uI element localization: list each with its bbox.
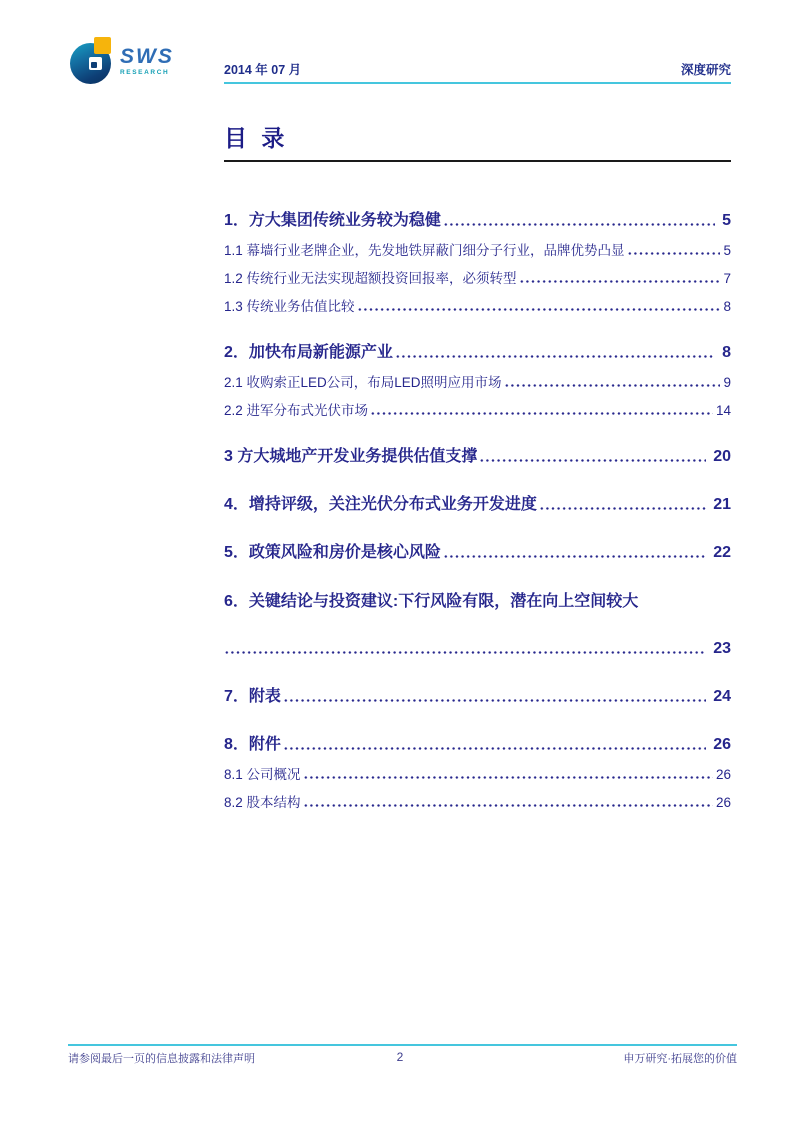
toc-entry[interactable] [224, 762, 731, 790]
toc-entry-page: 14 [715, 403, 731, 418]
dot-leader [303, 766, 713, 784]
toc-entry-label: 1.3 传统业务估值比较 [224, 299, 355, 314]
toc-entry-page: 22 [713, 544, 731, 561]
sws-logo [68, 36, 174, 86]
toc-entry-label: 6．关键结论与投资建议:下行风险有限，潜在向上空间较大 [224, 593, 639, 610]
dot-leader [443, 542, 706, 563]
toc-entry[interactable] [224, 522, 731, 570]
toc-entry[interactable] [224, 190, 731, 238]
table-of-contents [224, 120, 731, 818]
toc-list [224, 190, 731, 818]
toc-entry-page: 21 [713, 496, 731, 513]
logo-research-text: RESEARCH [120, 69, 170, 76]
toc-entry-page: 9 [723, 375, 731, 390]
footer-slogan: 申万研究·拓展您的价值 [623, 1053, 737, 1065]
toc-entry[interactable] [224, 570, 731, 666]
toc-entry[interactable] [224, 322, 731, 370]
logo-notch-icon [89, 57, 102, 70]
toc-entry-page: 20 [713, 448, 731, 465]
dot-leader [519, 270, 721, 288]
logo-brand-text: SWS [120, 45, 174, 68]
toc-entry-label: 5．政策风险和房价是核心风险 [224, 544, 441, 561]
logo-text [120, 46, 174, 76]
dot-leader [627, 242, 721, 260]
sws-logo-icon [68, 36, 114, 86]
dot-leader [283, 686, 706, 707]
toc-entry-label: 8.2 股本结构 [224, 795, 301, 810]
toc-title: 目 录 [224, 120, 731, 162]
toc-entry-label: 2．加快布局新能源产业 [224, 344, 393, 361]
toc-entry-label: 8.1 公司概况 [224, 767, 301, 782]
dot-leader [283, 734, 706, 755]
toc-entry[interactable] [224, 426, 731, 474]
footer-page-number: 2 [396, 1050, 404, 1064]
page-header [224, 60, 731, 78]
report-date: 2014 年 07 月 [224, 63, 302, 77]
dot-leader [395, 342, 715, 363]
footer-disclaimer: 请参阅最后一页的信息披露和法律声明 [68, 1053, 255, 1065]
toc-entry-page: 8 [723, 299, 731, 314]
toc-entry[interactable] [224, 370, 731, 398]
toc-entry-label: 1．方大集团传统业务较为稳健 [224, 212, 441, 229]
dot-leader [357, 298, 721, 316]
toc-entry-label: 8．附件 [224, 736, 281, 753]
toc-entry-continuation [224, 614, 731, 659]
toc-entry-label: 2.1 收购索正LED公司，布局LED照明应用市场 [224, 375, 502, 390]
dot-leader [303, 794, 713, 812]
dot-leader [539, 494, 706, 515]
report-category: 深度研究 [680, 63, 731, 77]
toc-entry-page: 24 [713, 688, 731, 705]
toc-entry-page: 26 [715, 795, 731, 810]
dot-leader [224, 638, 706, 659]
toc-entry-label: 3 方大城地产开发业务提供估值支撑 [224, 448, 478, 465]
toc-entry-label: 4．增持评级，关注光伏分布式业务开发进度 [224, 496, 537, 513]
footer-divider [68, 1044, 737, 1046]
toc-entry-page: 5 [722, 212, 731, 229]
toc-entry-page: 23 [713, 640, 731, 657]
toc-entry[interactable] [224, 294, 731, 322]
logo-yellow-square-icon [94, 37, 111, 54]
toc-entry-page: 8 [722, 344, 731, 361]
toc-entry-page: 26 [713, 736, 731, 753]
toc-entry-label: 1.2 传统行业无法实现超额投资回报率，必须转型 [224, 271, 517, 286]
toc-entry[interactable] [224, 398, 731, 426]
toc-entry[interactable] [224, 666, 731, 714]
toc-entry[interactable] [224, 238, 731, 266]
toc-entry[interactable] [224, 266, 731, 294]
toc-entry-page: 26 [715, 767, 731, 782]
toc-entry[interactable] [224, 714, 731, 762]
toc-entry-label: 1.1 幕墙行业老牌企业，先发地铁屏蔽门细分子行业，品牌优势凸显 [224, 243, 625, 258]
toc-entry[interactable] [224, 790, 731, 818]
toc-entry[interactable] [224, 474, 731, 522]
toc-entry-page: 7 [723, 271, 731, 286]
dot-leader [479, 446, 706, 467]
toc-entry-label: 2.2 进军分布式光伏市场 [224, 403, 369, 418]
header-divider [224, 82, 731, 84]
toc-entry-page: 5 [723, 243, 731, 258]
dot-leader [443, 210, 715, 231]
toc-entry-label: 7．附表 [224, 688, 281, 705]
dot-leader [370, 402, 713, 420]
dot-leader [504, 374, 721, 392]
